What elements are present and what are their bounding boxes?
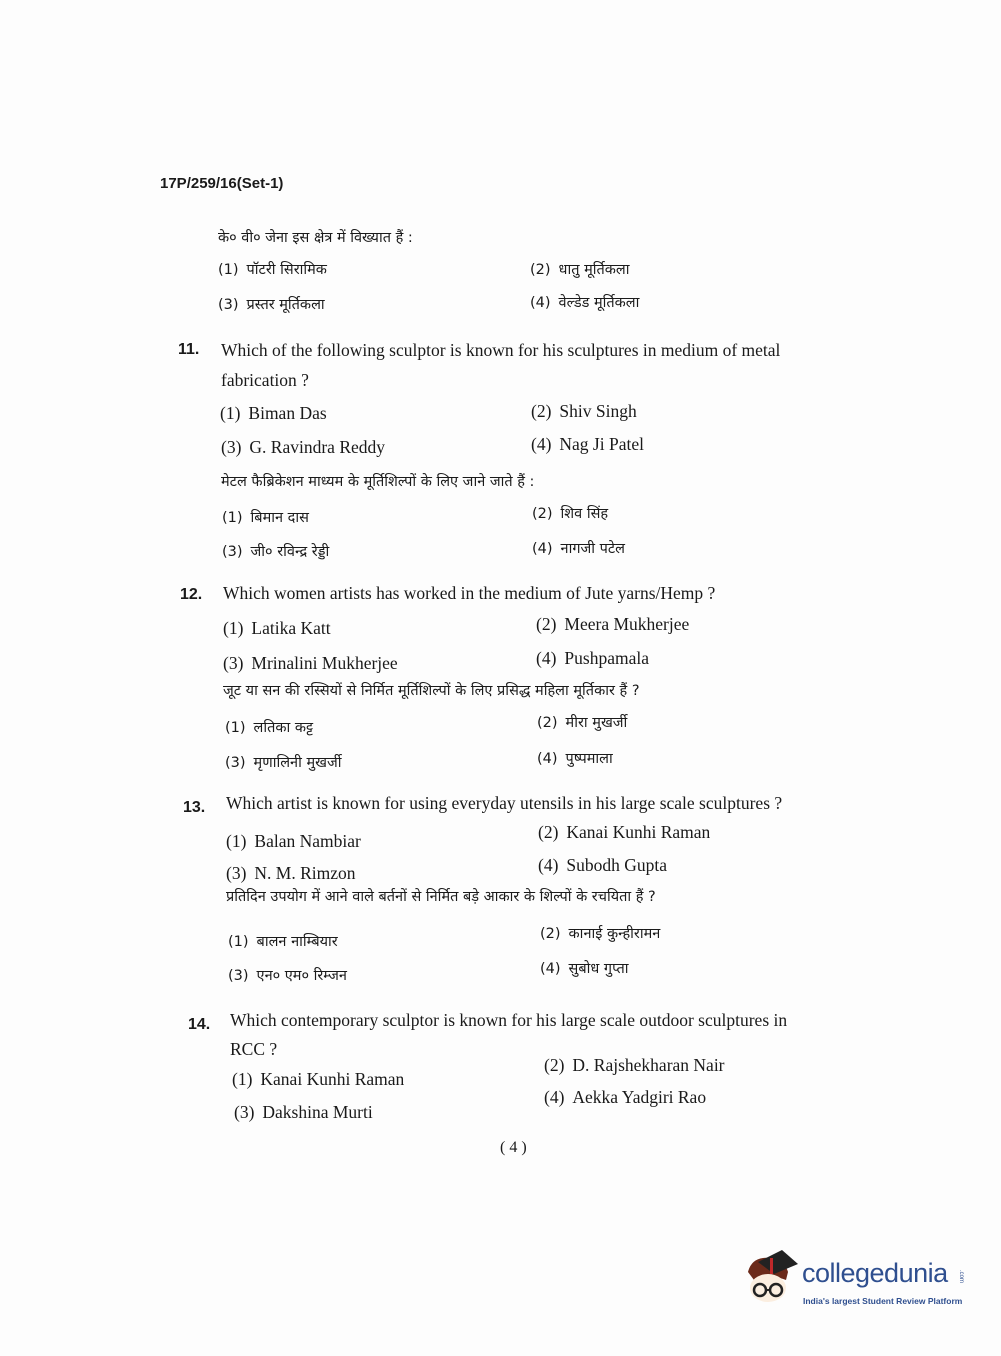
hindi-option-3: (3) मृणालिनी मुखर्जी xyxy=(225,755,342,771)
page-number: ( 4 ) xyxy=(500,1139,527,1156)
hindi-option-3: (3) जी० रविन्द्र रेड्डी xyxy=(222,544,330,560)
question-hindi-text: मेटल फैब्रिकेशन माध्यम के मूर्तिशिल्पों के लिए जाने जाते हैं : xyxy=(221,474,535,490)
q10-hindi-text: के० वी० जेना इस क्षेत्र में विख्यात हैं : xyxy=(218,230,413,246)
option-1: (1) Biman Das xyxy=(220,403,327,423)
question-text: Which artist is known for using everyday utensils in his large scale sculptures ? xyxy=(226,793,783,813)
question-hindi-text: जूट या सन की रस्सियों से निर्मित मूर्तिशिल्पों के लिए प्रसिद्ध महिला मूर्तिकार हैं ? xyxy=(223,683,640,699)
hindi-option-4: (4) सुबोध गुप्ता xyxy=(540,961,629,977)
option-4: (4) Pushpamala xyxy=(536,648,649,668)
option-1: (1) Kanai Kunhi Raman xyxy=(232,1069,405,1089)
question-number: 11. xyxy=(178,341,200,358)
hindi-option-1: (1) बालन नाम्बियार xyxy=(228,934,338,950)
hindi-option-4: (4) पुष्पमाला xyxy=(537,751,613,767)
question-number: 13. xyxy=(183,799,206,816)
question-number: 14. xyxy=(188,1016,211,1033)
option-4: (4) Aekka Yadgiri Rao xyxy=(544,1087,707,1107)
option-1: (1) Latika Katt xyxy=(223,618,331,638)
hindi-option-3: (3) एन० एम० रिम्जन xyxy=(228,968,347,984)
question-text-cont: RCC ? xyxy=(230,1039,278,1059)
q10-hindi-option-3: (3) प्रस्तर मूर्तिकला xyxy=(218,297,325,313)
hindi-option-2: (2) शिव सिंह xyxy=(532,506,609,522)
hindi-option-2: (2) कानाई कुन्हीरामन xyxy=(540,926,661,942)
option-1: (1) Balan Nambiar xyxy=(226,831,361,851)
hindi-option-2: (2) मीरा मुखर्जी xyxy=(537,715,628,731)
option-4: (4) Subodh Gupta xyxy=(538,855,668,875)
option-3: (3) Dakshina Murti xyxy=(234,1102,373,1122)
question-text: Which contemporary sculptor is known for his large scale outdoor sculptures in xyxy=(230,1010,788,1030)
option-4: (4) Nag Ji Patel xyxy=(531,434,644,454)
question-text: Which women artists has worked in the medium of Jute yarns/Hemp ? xyxy=(223,583,716,603)
hindi-option-1: (1) बिमान दास xyxy=(222,510,309,526)
option-2: (2) Shiv Singh xyxy=(531,401,637,421)
option-2: (2) Meera Mukherjee xyxy=(536,614,690,634)
option-2: (2) Kanai Kunhi Raman xyxy=(538,822,711,842)
q10-hindi-option-4: (4) वेल्डेड मूर्तिकला xyxy=(530,295,640,311)
question-hindi-text: प्रतिदिन उपयोग में आने वाले बर्तनों से निर्मित बड़े आकार के शिल्पों के रचयिता हैं ? xyxy=(226,889,656,905)
option-3: (3) G. Ravindra Reddy xyxy=(221,437,386,457)
q10-hindi-option-1: (1) पॉटरी सिरामिक xyxy=(218,262,327,278)
option-3: (3) Mrinalini Mukherjee xyxy=(223,653,398,673)
q10-hindi-option-2: (2) धातु मूर्तिकला xyxy=(530,262,630,278)
hindi-option-1: (1) लतिका कट्ट xyxy=(225,720,314,736)
collegedunia-logo: collegedunia .com India's largest Student Review Platform xyxy=(742,1250,972,1320)
question-text-cont: fabrication ? xyxy=(221,370,309,390)
mascot-icon xyxy=(742,1250,800,1312)
paper-code: 17P/259/16(Set-1) xyxy=(160,175,284,192)
question-text: Which of the following sculptor is known for his sculptures in medium of metal xyxy=(221,340,781,360)
hindi-option-4: (4) नागजी पटेल xyxy=(532,541,626,557)
question-number: 12. xyxy=(180,586,203,603)
option-3: (3) N. M. Rimzon xyxy=(226,863,356,883)
option-2: (2) D. Rajshekharan Nair xyxy=(544,1055,725,1075)
